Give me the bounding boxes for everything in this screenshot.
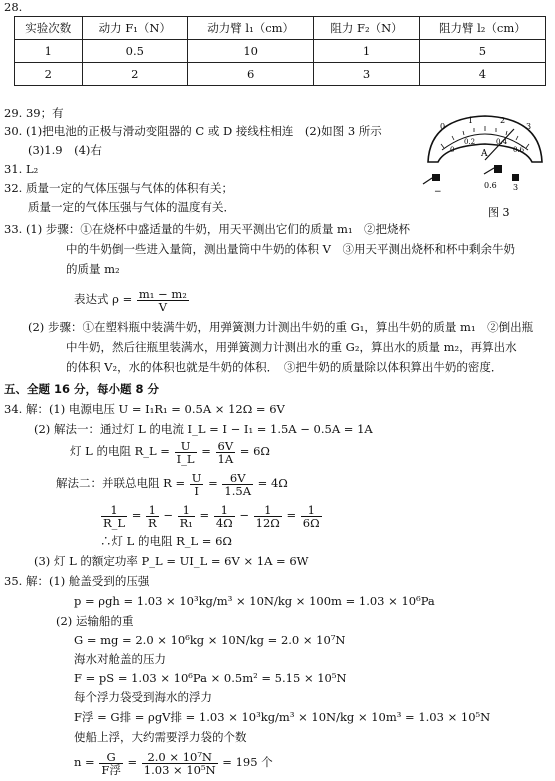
fraction-denominator: F浮 <box>101 762 121 777</box>
scale-bottom-label: 0.6 <box>513 146 525 154</box>
text-segment: n = <box>74 755 99 769</box>
text-segment: 灯 L 的电阻 R_L = <box>70 444 174 458</box>
fraction-denominator: I_L <box>176 451 195 466</box>
answer-34-resistance-1 <box>70 438 270 465</box>
table-cell: 10 <box>188 40 314 63</box>
answer-30-line2: (3)1.9 (4)右 <box>28 143 102 157</box>
fraction-numerator: 1 <box>214 504 235 517</box>
answer-35-force: F = pS = 1.03 × 10⁶Pa × 0.5m² = 5.15 × 10⁵N <box>74 671 347 685</box>
fraction-denominator: 6Ω <box>302 515 320 530</box>
terminal-label: − <box>434 187 442 197</box>
text-segment: = <box>197 444 215 458</box>
fraction-denominator: R₁ <box>179 515 193 530</box>
fraction <box>216 440 236 465</box>
figure-caption: 图 3 <box>488 206 510 219</box>
scale-bottom-label: 0 <box>450 146 455 154</box>
table-header: 实验次数 <box>15 17 83 40</box>
scale-top-label: 1 <box>468 116 474 125</box>
density-fraction <box>137 288 189 313</box>
table-cell: 5 <box>419 40 545 63</box>
answer-34-line2: (2) 解法一：通过灯 L 的电流 I_L = I − I₁ = 1.5A − 0.5A = 1A <box>34 422 373 436</box>
fraction <box>301 504 322 529</box>
fraction-numerator: m₁ − m₂ <box>138 286 187 301</box>
fraction-denominator: 1.5A <box>224 483 252 498</box>
text-segment: 解法二：并联总电阻 R = <box>56 476 189 490</box>
answer-33-line1: 33. (1) 步骤：①在烧杯中盛适量的牛奶，用天平测出它们的质量 m₁ ②把烧杯 <box>4 222 411 236</box>
fraction-denominator: 4Ω <box>215 515 233 530</box>
text-segment: = 195 个 <box>218 755 273 769</box>
fraction-denominator: 1A <box>217 451 234 466</box>
answer-33-formula <box>74 286 190 313</box>
answer-35-weight: G = mg = 2.0 × 10⁶kg × 10N/kg = 2.0 × 10⁷N <box>74 633 346 647</box>
table-cell: 0.5 <box>82 40 187 63</box>
table-row <box>15 63 546 86</box>
answer-35-buoyancy: F浮 = G排 = ρgV排 = 1.03 × 10³kg/m³ × 10N/kg × 10m³ = 1.03 × 10⁵N <box>74 710 491 724</box>
table-header-row <box>15 17 546 40</box>
answer-35-count-title: 使船上浮，大约需要浮力袋的个数 <box>74 730 247 744</box>
answer-34-reciprocal: $\frac{1}{R\_L}$ = $\frac{1}{R}$ − $\frac{1}{\text{R₁}}$ = $\frac{1}{4\Omega}$ − $\frac{1}{12\Omega}$ = $\frac{1}{6\Omega}$ <box>103 502 320 530</box>
answer-34-conclusion: ∴灯 L 的电阻 R_L = 6Ω <box>100 534 232 548</box>
fraction <box>178 504 195 529</box>
unit-label: A <box>481 149 488 159</box>
answer-33-line2: 中的牛奶倒一些进入量筒，测出量筒中牛奶的体积 V ③用天平测出烧杯和杯中剩余牛奶 <box>66 242 515 256</box>
scale-bottom-label: 0.4 <box>496 138 508 146</box>
fraction-denominator: 12Ω <box>255 515 280 530</box>
answer-33-part2-line2: 中牛奶，然后往瓶里装满水，用弹簧测力计测出水的重 G₂，算出水的质量 m₂，再算出水 <box>66 340 517 354</box>
answer-35-buoyancy-title: 每个浮力袋受到海水的浮力 <box>74 690 212 704</box>
fraction <box>175 440 197 465</box>
scale-top-label: 3 <box>526 122 532 131</box>
fraction <box>101 504 127 529</box>
answer-35-force-title: 海水对舱盖的压力 <box>74 652 166 666</box>
answer-35-count: n = $\frac{G}{\text{F浮}}$ = $\frac{\text{2.0 × 10⁷N}}{\text{1.03 × 10⁵N}}$ = 195 个 <box>74 749 273 777</box>
fraction-numerator: 6V <box>217 438 234 453</box>
table-cell: 2 <box>15 63 83 86</box>
scale-top-label: 0 <box>440 122 446 131</box>
fraction-numerator: 6V <box>222 472 253 485</box>
fraction-numerator: U <box>191 470 202 485</box>
answer-35-pressure: p = ρgh = 1.03 × 10³kg/m³ × 10N/kg × 100m = 1.03 × 10⁶Pa <box>74 594 435 608</box>
table-cell: 3 <box>314 63 419 86</box>
answer-30-line1: 30. (1)把电池的正极与滑动变阻器的 C 或 D 接线柱相连 (2)如图 3 所示 <box>4 124 382 138</box>
fraction-numerator: 1 <box>101 504 127 517</box>
fraction <box>222 472 253 497</box>
table-cell: 1 <box>314 40 419 63</box>
fraction-numerator: 2.0 × 10⁷N <box>142 751 218 764</box>
fraction-denominator: R <box>148 515 157 530</box>
scale-bottom-label: 0.2 <box>464 138 476 146</box>
terminal-3-icon <box>512 174 519 181</box>
terminal-label: 3 <box>513 183 519 192</box>
section-5-heading: 五、全题 16 分，每小题 8 分 <box>4 382 160 396</box>
table-header: 阻力臂 l₂（cm） <box>419 17 545 40</box>
scale-top-label: 2 <box>500 116 506 125</box>
fraction-numerator: 1 <box>301 504 322 517</box>
fraction <box>214 504 235 529</box>
formula-label: 表达式 ρ = <box>74 292 136 306</box>
fraction-denominator: I <box>194 483 199 498</box>
table-cell: 6 <box>188 63 314 86</box>
terminal-negative-icon <box>432 174 440 181</box>
table-cell: 1 <box>15 40 83 63</box>
answer-34-resistance-2: 解法二：并联总电阻 R = $\frac{U}{I}$ = $\frac{6V}{1.5A}$ = 4Ω <box>56 470 288 498</box>
fraction-numerator: 1 <box>254 504 282 517</box>
fraction-denominator: 1.03 × 10⁵N <box>143 762 216 777</box>
answer-32-line2: 质量一定的气体压强与气体的温度有关． <box>28 200 235 214</box>
table-cell: 4 <box>419 63 545 86</box>
table-header: 动力 F₁（N） <box>82 17 187 40</box>
table-cell: 2 <box>82 63 187 86</box>
fraction-numerator: U <box>175 440 197 453</box>
answer-35-line1: 35. 解：(1) 舱盖受到的压强 <box>4 574 150 588</box>
answer-34-line1: 34. 解：(1) 电源电压 U = I₁R₁ = 0.5A × 12Ω = 6V <box>4 402 285 416</box>
answer-35-part2: (2) 运输船的重 <box>56 614 134 628</box>
text-segment: = 6Ω <box>236 444 270 458</box>
fraction-numerator: G <box>99 751 122 764</box>
fraction <box>146 504 159 529</box>
answer-33-part2-line3: 的体积 V₂，水的体积也就是牛奶的体积． ③把牛奶的质量除以体积算出牛奶的密度． <box>66 360 503 374</box>
fraction <box>99 751 122 776</box>
fraction-denominator: R_L <box>103 515 126 530</box>
q28-data-table <box>14 16 546 86</box>
answer-33-line3: 的质量 m₂ <box>66 262 120 276</box>
text-segment: = 4Ω <box>254 476 288 490</box>
fraction <box>254 504 282 529</box>
table-header: 阻力 F₂（N） <box>314 17 419 40</box>
answer-31: 31. L₂ <box>4 162 39 176</box>
fraction <box>142 751 218 776</box>
terminal-06-icon <box>494 165 502 173</box>
fraction <box>190 472 204 497</box>
figure-3-ammeter <box>420 112 550 220</box>
answer-32-line1: 32. 质量一定的气体压强与气体的体积有关； <box>4 181 233 195</box>
fraction-numerator: 1 <box>146 504 159 517</box>
answer-29: 29. 39；有 <box>4 106 64 120</box>
ammeter-diagram <box>420 112 550 220</box>
terminal-label: 0.6 <box>484 181 497 190</box>
answer-34-power: (3) 灯 L 的额定功率 P_L = UI_L = 6V × 1A = 6W <box>34 554 309 568</box>
answer-33-part2-line1: (2) 步骤：①在塑料瓶中装满牛奶，用弹簧测力计测出牛奶的重 G₁，算出牛奶的质量 m₁ ②倒出瓶 <box>28 320 534 334</box>
fraction-numerator: 1 <box>178 504 195 517</box>
table-header: 动力臂 l₁（cm） <box>188 17 314 40</box>
table-row <box>15 40 546 63</box>
fraction-denominator: V <box>158 299 168 314</box>
q28-number: 28. <box>4 0 23 14</box>
